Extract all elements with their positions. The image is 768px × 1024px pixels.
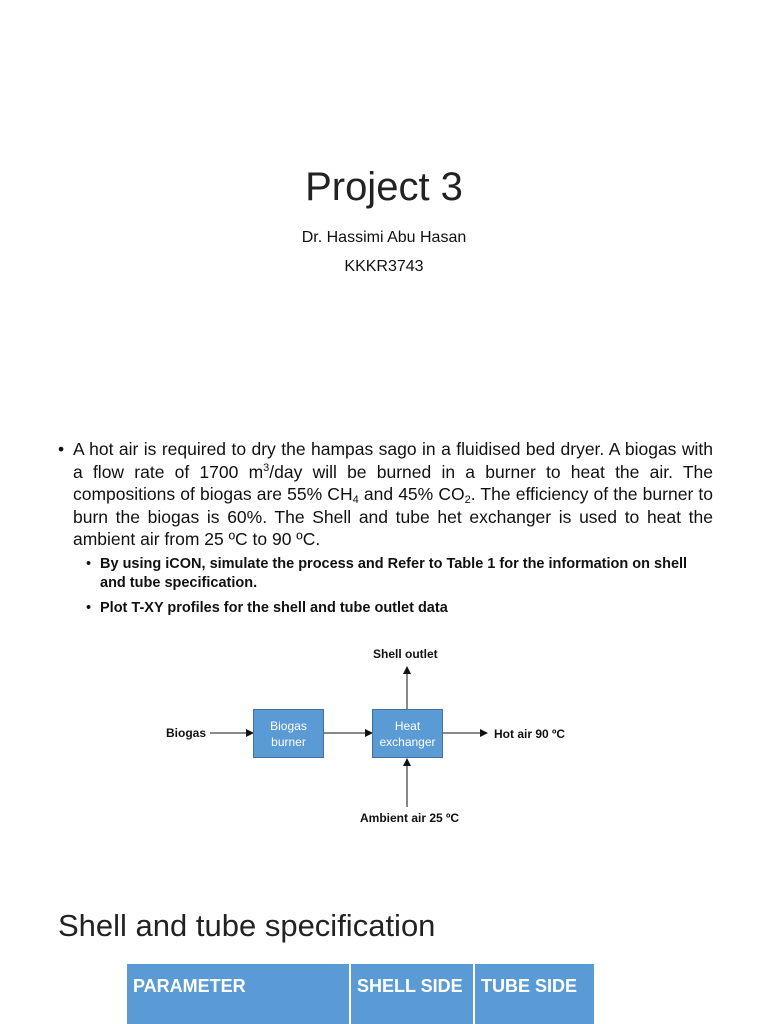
header-tube-side: TUBE SIDE [474,964,594,1024]
burner-line-2: burner [271,734,306,749]
biogas-label: Biogas [166,726,207,740]
heat-exchanger-box [372,709,443,758]
biogas-burner-box [253,709,324,758]
shell-outlet-label: Shell outlet [373,647,438,661]
slide-title: Project 3 [305,165,463,209]
spec-header-row [127,964,594,1024]
exchanger-line-2: exchanger [379,734,436,749]
sub-bullet-list [86,555,713,618]
sub-bullet-simulate: • By using iCON, simulate the process and Refer to Table 1 for the information on shell and tube specification. [86,555,713,593]
main-text-part-1: A hot air is required to dry the hampas sago in a fluidised bed dryer. A biogas with a flow rate of 1700 m [73,439,713,482]
burner-line-1: Biogas [270,718,307,733]
header-parameter: PARAMETER [127,964,350,1024]
main-bullet [58,438,713,551]
superscript-3: 3 [263,461,270,474]
problem-statement [58,438,713,624]
process-flow-diagram [0,640,768,840]
exchanger-line-1: Heat [394,718,421,733]
spec-table [127,964,594,1024]
subscript-4: 4 [352,494,359,506]
spec-heading: Shell and tube specification [58,908,436,943]
sub-bullet-plot: • Plot T-XY profiles for the shell and tube outlet data [86,599,713,618]
course-code: KKKR3743 [344,258,424,275]
header-shell-side: SHELL SIDE [350,964,474,1024]
main-text-part-4: . The efficiency of the burner to burn the biogas is 60%. The Shell and tube het exchanger is used to heat the ambient air from 25 ºC to 90 ºC. [73,484,714,549]
hot-air-label: Hot air 90 ºC [494,727,566,741]
subscript-2: 2 [464,494,471,506]
ambient-air-label: Ambient air 25 ºC [360,811,460,825]
author-name: Dr. Hassimi Abu Hasan [301,229,467,246]
main-text-part-3: and 45% CO [358,484,465,504]
main-text-part-2: /day will be burned in a burner to heat the air. The compositions of biogas are 55% CH [73,461,713,504]
title-slide [0,0,768,420]
